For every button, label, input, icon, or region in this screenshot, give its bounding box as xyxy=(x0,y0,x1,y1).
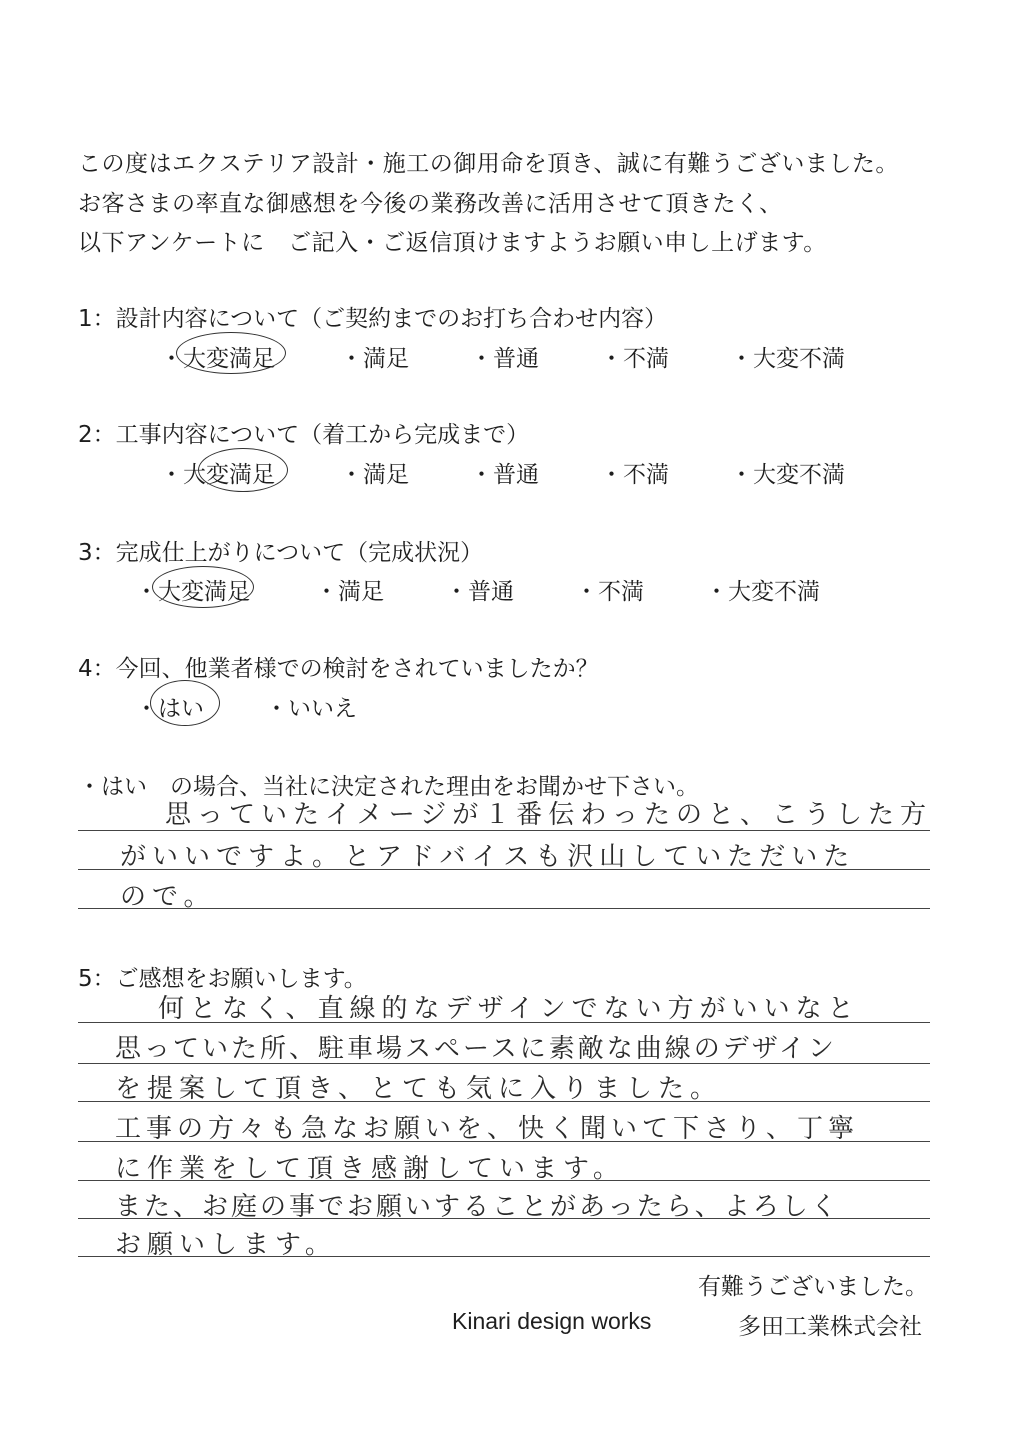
q4-option-no[interactable]: ・いいえ xyxy=(265,696,357,722)
q1-option-very-satisfied[interactable]: ・大変満足 xyxy=(160,346,275,372)
q5-rule-4 xyxy=(78,1141,930,1142)
q3-option-satisfied[interactable]: ・満足 xyxy=(315,579,384,605)
question-3-label: 3：完成仕上がりについて（完成状況） xyxy=(78,540,484,566)
q2-option-dissatisfied[interactable]: ・不満 xyxy=(600,462,669,488)
q5-rule-5 xyxy=(78,1180,930,1181)
reason-rule-3 xyxy=(78,908,930,909)
q3-option-dissatisfied[interactable]: ・不満 xyxy=(575,579,644,605)
q1-option-neutral[interactable]: ・普通 xyxy=(470,346,539,372)
q5-rule-1 xyxy=(78,1022,930,1023)
q5-answer-line-4: 工事の方々も急なお願いを、快く聞いて下さり、丁寧 xyxy=(115,1114,860,1144)
q2-option-neutral[interactable]: ・普通 xyxy=(470,462,539,488)
reason-rule-2 xyxy=(78,869,930,870)
q1-option-dissatisfied[interactable]: ・不満 xyxy=(600,346,669,372)
q1-option-satisfied[interactable]: ・満足 xyxy=(340,346,409,372)
company-name-jp: 多田工業株式会社 xyxy=(738,1314,922,1340)
q5-answer-line-5: に作業をして頂き感謝しています。 xyxy=(115,1154,625,1184)
q1-option-very-dissatisfied[interactable]: ・大変不満 xyxy=(730,346,845,372)
q5-rule-6 xyxy=(78,1218,930,1219)
q4-option-yes[interactable]: ・はい xyxy=(135,696,204,722)
q5-answer-line-2: 思っていた所、駐車場スペースに素敵な曲線のデザイン xyxy=(115,1034,837,1064)
q5-rule-7 xyxy=(78,1256,930,1257)
question-5-label: 5：ご感想をお願いします。 xyxy=(78,966,367,992)
reason-answer-line-1: 思っていたイメージが１番伝わったのと、こうした方 xyxy=(165,800,932,830)
company-name-en: Kinari design works xyxy=(452,1308,652,1334)
q3-option-very-dissatisfied[interactable]: ・大変不満 xyxy=(705,579,820,605)
q5-rule-2 xyxy=(78,1063,930,1064)
question-2-label: 2：工事内容について（着工から完成まで） xyxy=(78,422,530,448)
question-1-label: 1：設計内容について（ご契約までのお打ち合わせ内容） xyxy=(78,306,668,332)
intro-line-3: 以下アンケートに ご記入・ご返信頂けますようお願い申し上げます。 xyxy=(78,230,827,256)
q5-answer-line-1: 何となく、直線的なデザインでない方がいいなと xyxy=(158,994,860,1024)
intro-line-2: お客さまの率直な御感想を今後の業務改善に活用させて頂きたく、 xyxy=(78,191,783,217)
question-4-label: 4：今回、他業者様での検討をされていましたか？ xyxy=(78,656,599,682)
intro-line-1: この度はエクステリア設計・施工の御用命を頂き、誠に有難うございました。 xyxy=(78,151,899,177)
reason-rule-1 xyxy=(78,830,930,831)
reason-label: ・はい の場合、当社に決定された理由をお聞かせ下さい。 xyxy=(78,774,699,800)
reason-answer-line-3: ので。 xyxy=(120,882,216,912)
q3-option-very-satisfied[interactable]: ・大変満足 xyxy=(135,579,250,605)
q5-answer-line-3: を提案して頂き、とても気に入りました。 xyxy=(115,1074,722,1104)
q2-option-very-satisfied[interactable]: ・大変満足 xyxy=(160,462,275,488)
q2-option-very-dissatisfied[interactable]: ・大変不満 xyxy=(730,462,845,488)
q2-option-satisfied[interactable]: ・満足 xyxy=(340,462,409,488)
closing-thanks: 有難うございました。 xyxy=(698,1274,928,1300)
q3-option-neutral[interactable]: ・普通 xyxy=(445,579,514,605)
reason-answer-line-2: がいいですよ。とアドバイスも沢山していただいた xyxy=(120,842,856,872)
q5-answer-line-7: お願いします。 xyxy=(115,1230,337,1260)
q5-rule-3 xyxy=(78,1101,930,1102)
q5-answer-line-6: また、お庭の事でお願いすることがあったら、よろしく xyxy=(115,1192,840,1222)
